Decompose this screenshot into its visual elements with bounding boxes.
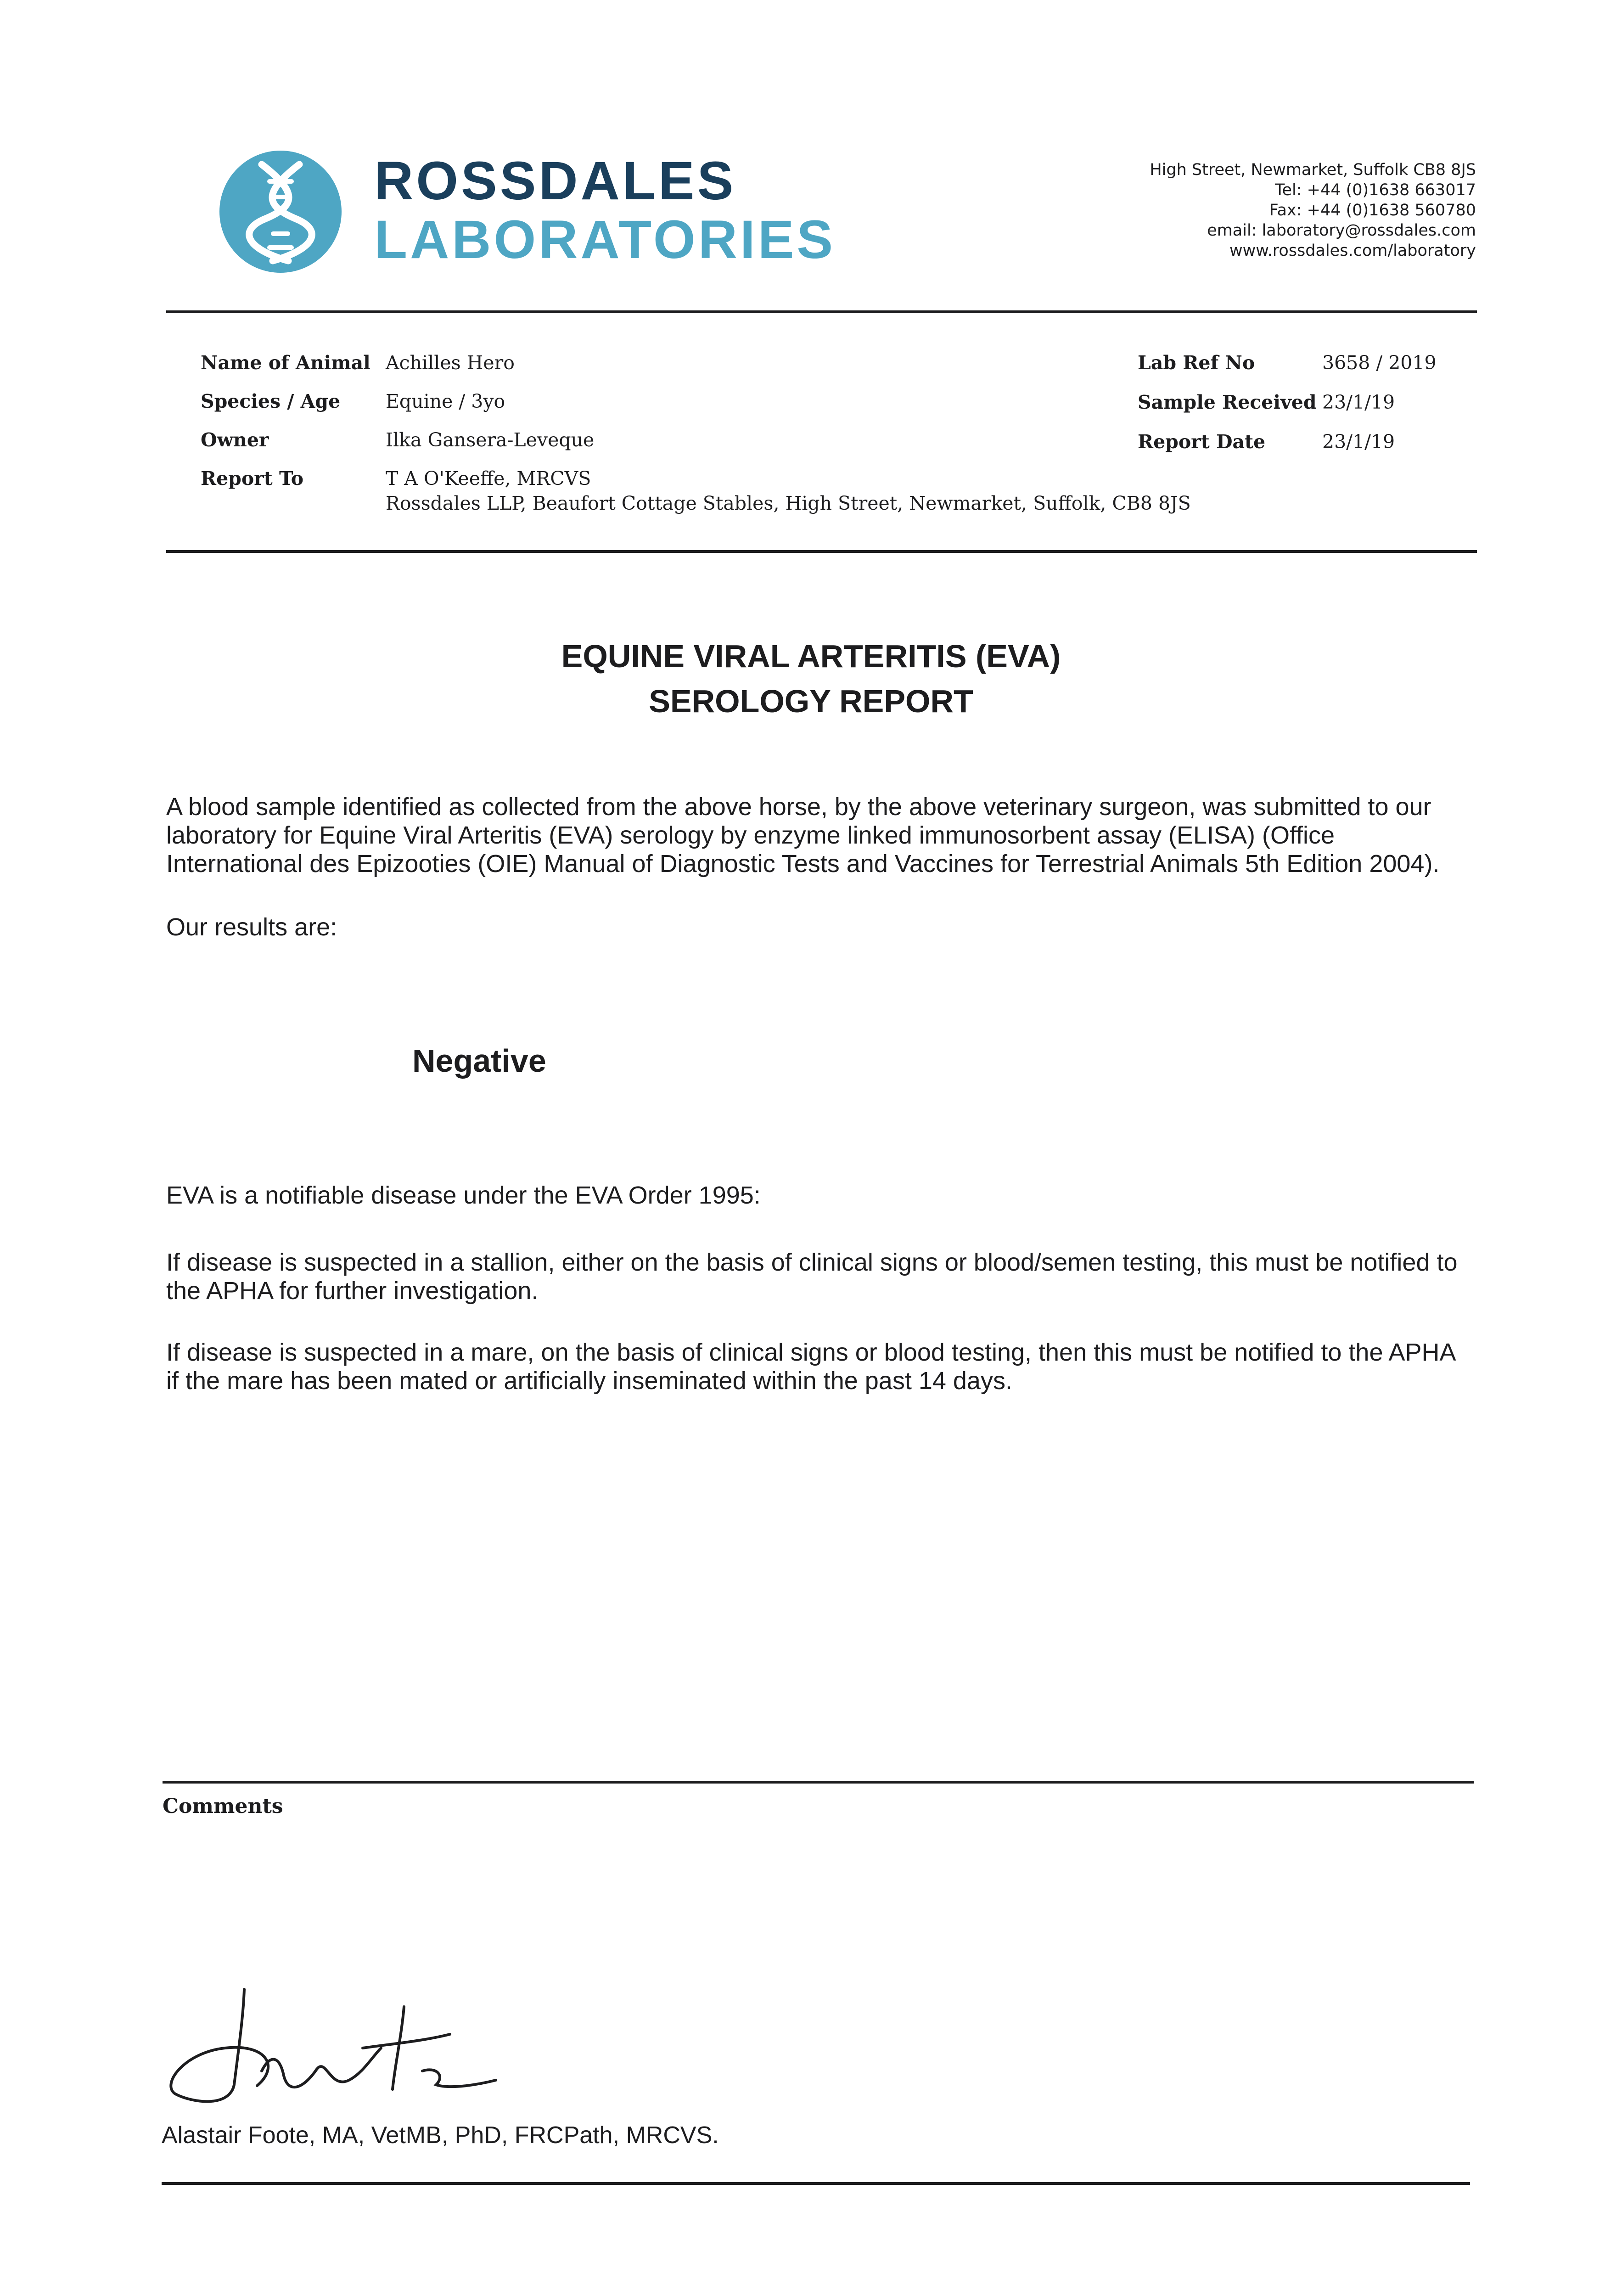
name-of-animal-label: Name of Animal — [201, 352, 370, 374]
intro-paragraph — [166, 793, 1439, 878]
report-title: EQUINE VIRAL ARTERITIS (EVA) — [561, 638, 1061, 674]
stallion-line: If disease is suspected in a stallion, either on the basis of clinical signs or blood/semen testing, this must be notified to — [166, 1249, 1458, 1276]
logo-line-laboratories: LABORATORIES — [374, 209, 836, 270]
result-value: Negative — [412, 1043, 546, 1079]
address-email: email: laboratory@rossdales.com — [1207, 221, 1476, 240]
signatory-name: Alastair Foote, MA, VetMB, PhD, FRCPath, MRCVS. — [162, 2122, 719, 2149]
report-to-value: T A O'Keeffe, MRCVS — [386, 467, 591, 490]
comments-label: Comments — [163, 1795, 283, 1818]
report-date-value: 23/1/19 — [1322, 431, 1395, 453]
mare-line: if the mare has been mated or artificially inseminated within the past 14 days. — [166, 1367, 1012, 1395]
address-line: High Street, Newmarket, Suffolk CB8 8JS — [1150, 161, 1476, 179]
owner-label: Owner — [201, 429, 269, 451]
mare-line: If disease is suspected in a mare, on the basis of clinical signs or blood testing, then this must be notified to the APHA — [166, 1339, 1456, 1366]
report-to-label: Report To — [201, 467, 304, 490]
logo-line-rossdales: ROSSDALES — [374, 151, 736, 211]
footer-divider — [162, 2182, 1470, 2185]
header-divider — [166, 310, 1477, 313]
address-website: www.rossdales.com/laboratory — [1229, 242, 1476, 260]
report-subtitle: SEROLOGY REPORT — [649, 683, 973, 719]
lab-ref-value: 3658 / 2019 — [1322, 352, 1437, 374]
intro-line: International des Epizooties (OIE) Manual of Diagnostic Tests and Vaccines for Terrestrial Animals 5th Edition 2004). — [166, 850, 1440, 878]
intro-line: A blood sample identified as collected from the above horse, by the above veterinary surgeon, was submitted to our — [166, 793, 1431, 821]
sample-received-value: 23/1/19 — [1322, 391, 1395, 413]
species-age-value: Equine / 3yo — [386, 390, 505, 412]
comments-divider — [163, 1781, 1474, 1784]
results-intro: Our results are: — [166, 913, 337, 941]
logo-wordmark — [374, 152, 836, 269]
report-date-label: Report Date — [1138, 431, 1266, 453]
notifiable-statement: EVA is a notifiable disease under the EVA Order 1995: — [166, 1182, 761, 1209]
report-to-address: Rossdales LLP, Beaufort Cottage Stables, High Street, Newmarket, Suffolk, CB8 8JS — [386, 492, 1191, 514]
owner-value: Ilka Gansera-Leveque — [386, 429, 595, 451]
sample-received-label: Sample Received — [1138, 391, 1317, 413]
lab-address — [1150, 160, 1476, 261]
name-of-animal-value: Achilles Hero — [386, 352, 515, 374]
stallion-line: the APHA for further investigation. — [166, 1277, 539, 1305]
dna-helix-icon — [219, 151, 342, 273]
intro-line: laboratory for Equine Viral Arteritis (EVA) serology by enzyme linked immunosorbent assay (ELISA) (Office — [166, 822, 1335, 849]
stallion-paragraph — [166, 1248, 1458, 1305]
details-divider — [166, 550, 1477, 553]
address-phone: Tel: +44 (0)1638 663017 — [1275, 181, 1476, 199]
address-fax: Fax: +44 (0)1638 560780 — [1269, 201, 1476, 219]
species-age-label: Species / Age — [201, 390, 341, 412]
mare-paragraph — [166, 1338, 1456, 1395]
lab-ref-label: Lab Ref No — [1138, 352, 1255, 374]
signature — [165, 1979, 514, 2117]
